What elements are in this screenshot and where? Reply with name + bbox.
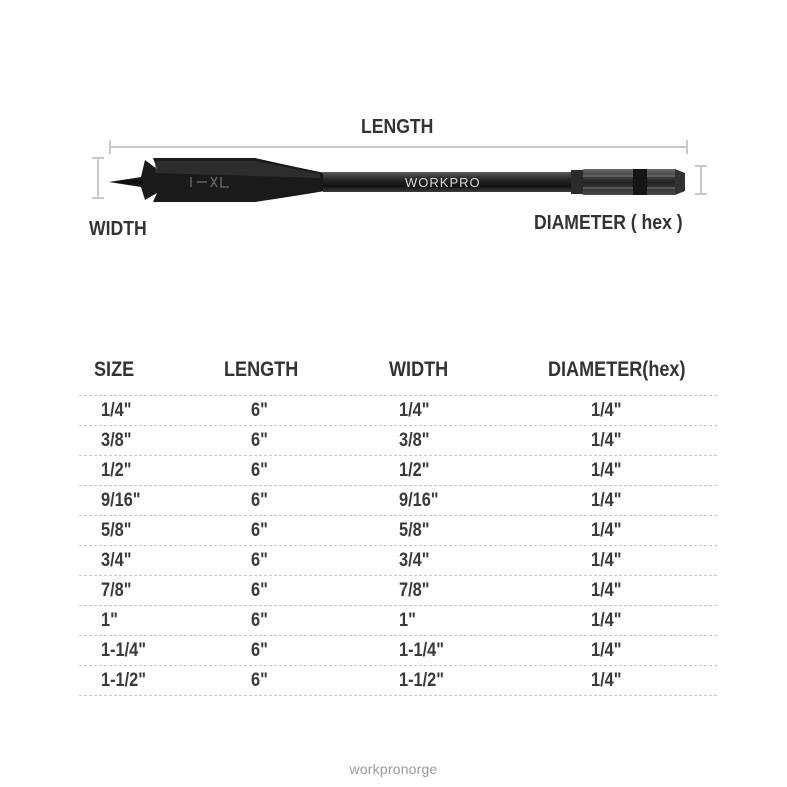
cell-size: 3/4"	[101, 550, 132, 571]
cell-diameter: 1/4"	[591, 490, 622, 511]
cell-diameter: 1/4"	[591, 550, 622, 571]
cell-diameter: 1/4"	[591, 520, 622, 541]
cell-length: 6"	[251, 580, 268, 601]
cell-width: 1/4"	[399, 400, 430, 421]
width-tick-top	[92, 157, 104, 159]
table-header	[79, 355, 717, 395]
cell-size: 1-1/2"	[101, 670, 147, 691]
cell-size: 7/8"	[101, 580, 132, 601]
cell-size: 1/4"	[101, 400, 132, 421]
width-label: WIDTH	[89, 218, 147, 240]
size-table	[79, 355, 717, 696]
length-dimension-line	[110, 146, 688, 148]
cell-width: 5/8"	[399, 520, 430, 541]
cell-length: 6"	[251, 430, 268, 451]
table-row	[79, 605, 717, 635]
cell-size: 5/8"	[101, 520, 132, 541]
cell-size: 1/2"	[101, 460, 132, 481]
cell-width: 7/8"	[399, 580, 430, 601]
length-tick-right	[686, 140, 688, 154]
cell-diameter: 1/4"	[591, 610, 622, 631]
cell-width: 1"	[399, 610, 416, 631]
watermark-text: workpronorge	[349, 761, 438, 777]
cell-width: 1-1/2"	[399, 670, 445, 691]
cell-size: 3/8"	[101, 430, 132, 451]
header-diameter: DIAMETER(hex)	[548, 358, 686, 381]
cell-size: 1"	[101, 610, 118, 631]
table-row	[79, 665, 717, 696]
table-row	[79, 425, 717, 455]
spade-drill-bit-icon	[105, 155, 705, 205]
table-row	[79, 575, 717, 605]
cell-length: 6"	[251, 460, 268, 481]
cell-length: 6"	[251, 550, 268, 571]
table-row	[79, 455, 717, 485]
diameter-label: DIAMETER ( hex )	[534, 212, 683, 234]
cell-diameter: 1/4"	[591, 430, 622, 451]
cell-diameter: 1/4"	[591, 580, 622, 601]
cell-size: 1-1/4"	[101, 640, 147, 661]
table-row	[79, 635, 717, 665]
cell-length: 6"	[251, 490, 268, 511]
header-length: LENGTH	[224, 358, 299, 381]
cell-diameter: 1/4"	[591, 670, 622, 691]
width-dimension-line	[97, 158, 99, 198]
cell-width: 9/16"	[399, 490, 439, 511]
cell-diameter: 1/4"	[591, 400, 622, 421]
cell-width: 1-1/4"	[399, 640, 445, 661]
width-tick-bottom	[92, 197, 104, 199]
header-width: WIDTH	[389, 358, 449, 381]
table-row	[79, 515, 717, 545]
cell-length: 6"	[251, 670, 268, 691]
cell-length: 6"	[251, 610, 268, 631]
table-row	[79, 395, 717, 425]
table-body	[79, 395, 717, 696]
length-tick-left	[109, 140, 111, 154]
bit-brand-text: WORKPRO	[405, 175, 481, 190]
cell-width: 3/8"	[399, 430, 430, 451]
cell-diameter: 1/4"	[591, 640, 622, 661]
cell-length: 6"	[251, 520, 268, 541]
table-row	[79, 545, 717, 575]
cell-width: 1/2"	[399, 460, 430, 481]
length-label: LENGTH	[361, 116, 434, 138]
cell-length: 6"	[251, 640, 268, 661]
header-size: SIZE	[94, 358, 135, 381]
cell-size: 9/16"	[101, 490, 141, 511]
cell-width: 3/4"	[399, 550, 430, 571]
cell-diameter: 1/4"	[591, 460, 622, 481]
cell-length: 6"	[251, 400, 268, 421]
table-row	[79, 485, 717, 515]
